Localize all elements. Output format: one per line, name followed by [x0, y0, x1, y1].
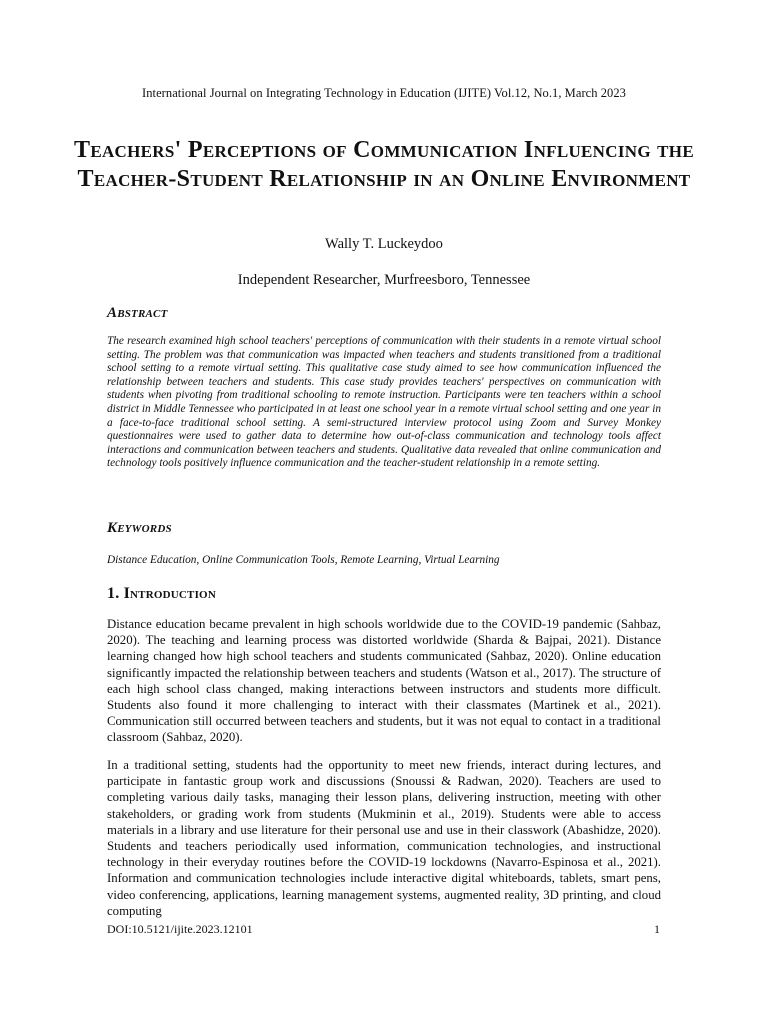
running-header: International Journal on Integrating Technology in Education (IJITE) Vol.12, No.1, March 2023: [142, 86, 626, 100]
introduction-heading: 1. Introduction: [107, 585, 216, 602]
author-name: Wally T. Luckeydoo: [325, 236, 443, 252]
abstract-text: The research examined high school teachers' perceptions of communication with their students in a remote virtual school setting. The problem was that communication was impacted when teachers and students transitioned from a traditional school setting to a remote virtual setting. This qualitative case study aimed to see how communication influenced the relationship between teachers and students. This case study provides teachers' perspectives on communication with students when pivoting from traditional schooling to remote instruction. Participants were ten teachers within a school district in Middle Tennessee who participated in at least one school year in a remote virtual school setting and one year in a face-to-face traditional school setting. A semi-structured interview protocol using Zoom and Survey Monkey questionnaires were used to gather data to determine how out-of-class communication and technology tools affect interactions and communication between teachers and students. Qualitative data revealed that online communication and technology tools positively influence communication and the teacher-student relationship in a remote setting.: [107, 335, 661, 470]
keywords-heading: Keywords: [107, 520, 172, 536]
author-affiliation: Independent Researcher, Murfreesboro, Tennessee: [237, 272, 531, 288]
footer-page-number: 1: [654, 922, 660, 936]
footer-doi: DOI:10.5121/ijite.2023.12101: [107, 922, 253, 936]
keywords-text: Distance Education, Online Communication Tools, Remote Learning, Virtual Learning: [107, 554, 500, 566]
introduction-paragraph-1: Distance education became prevalent in high schools worldwide due to the COVID-19 pandemic (Sahbaz, 2020). The teaching and learning process was distorted worldwide (Sharda & Bajpai, 2021). Distance learning changed how high school teachers and students communicated (Sahbaz, 2020). Online education significantly impacted the relationship between teachers and students (Watson et al., 2017). The structure of each high school class changed, making interactions between instructors and students more difficult. Students also found it more challenging to interact with their classmates (Martinek et al., 2021). Communication still occurred between teachers and students, but it was not equal to contact in a traditional classroom (Sahbaz, 2020).: [107, 617, 661, 745]
abstract-heading: Abstract: [107, 305, 168, 321]
introduction-paragraph-2: In a traditional setting, students had the opportunity to meet new friends, interact during lectures, and participate in fantastic group work and discussions (Snoussi & Radwan, 2020). Teachers are used to completing various daily tasks, managing their lesson plans, delivering instruction, meeting with other stakeholders, or grading work from students (Mukminin et al., 2019). Students were able to access materials in a library and use literature for their personal use and use in their classwork (Abashidze, 2020). Students and teachers periodically used information, communication technologies, and instructional technology in their everyday routines before the COVID-19 lockdowns (Navarro-Espinosa et al., 2021). Information and communication technologies include interactive digital whiteboards, tablets, smart pens, video conferencing, applications, learning management systems, augmented reality, 3D printing, and cloud computing: [107, 758, 661, 918]
paper-title: Teachers' Perceptions of Communication Influencing the Teacher-Student Relationship in an Online Environment: [74, 137, 694, 192]
